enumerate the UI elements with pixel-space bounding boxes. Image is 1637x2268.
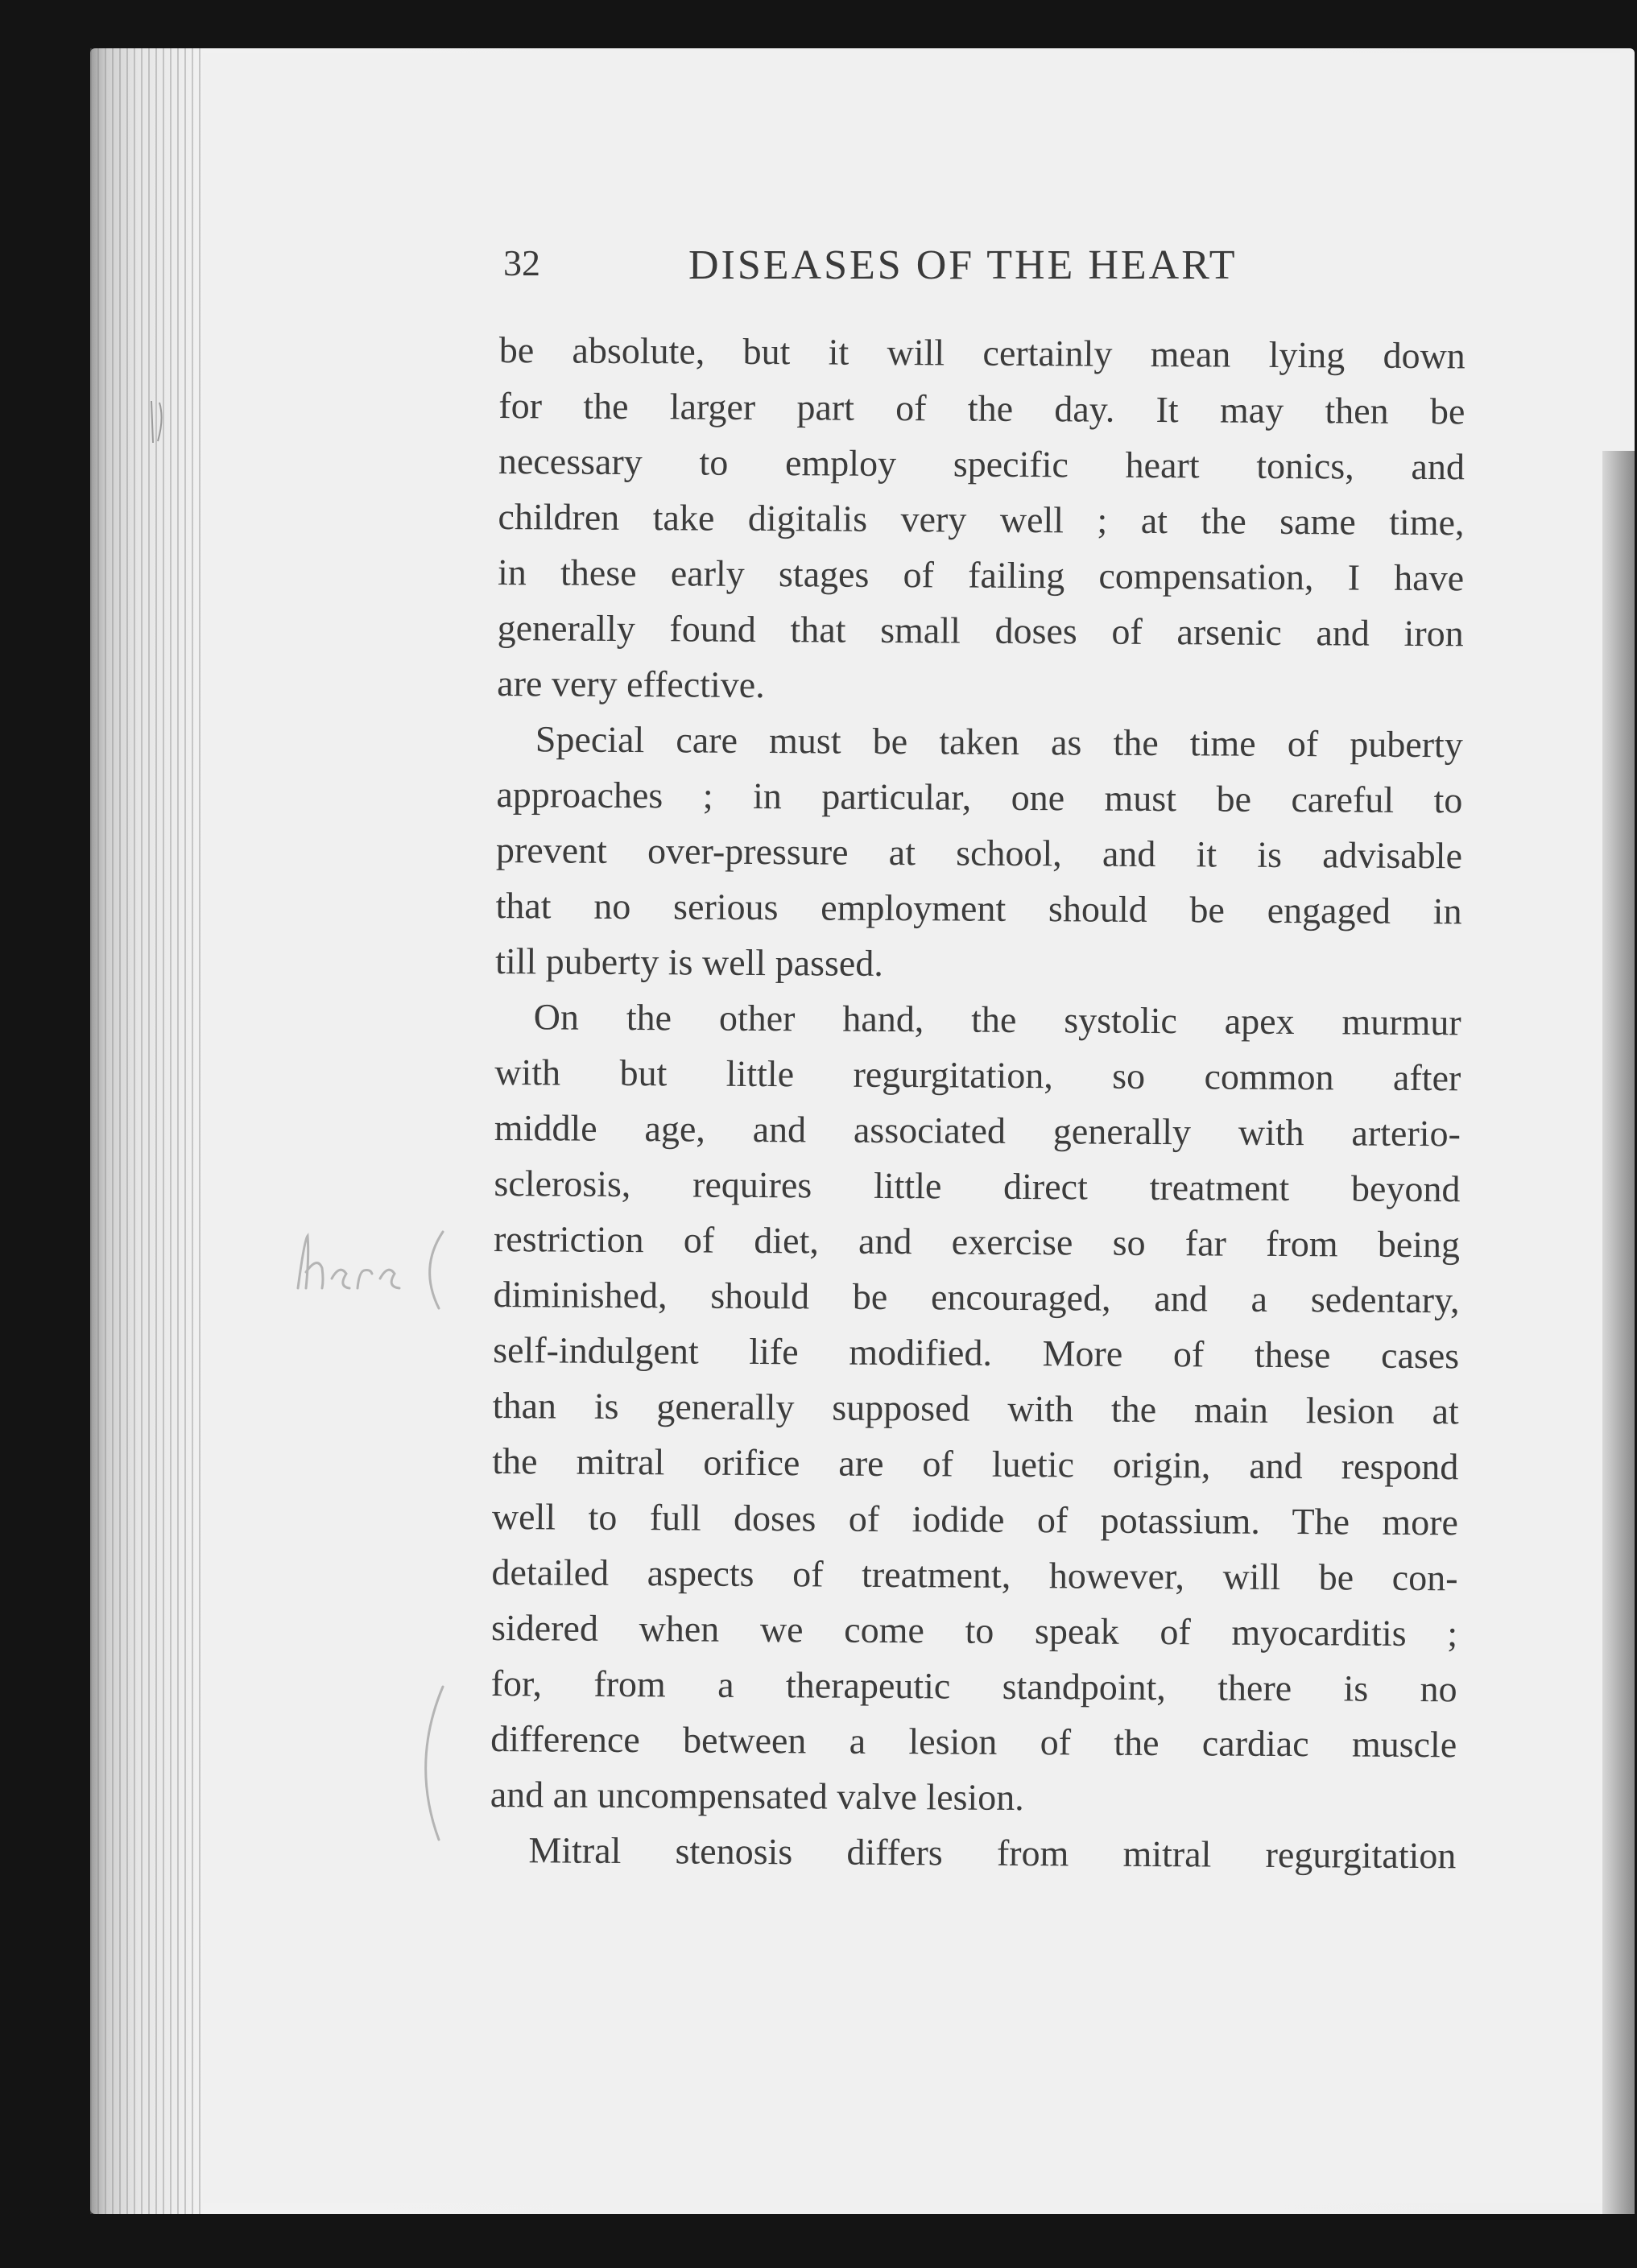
text-line: Special care must be taken as the time of puberty [535, 718, 1463, 766]
text-line: that no serious employment should be engaged in [495, 884, 1462, 932]
page-right-shadow [1602, 451, 1635, 2214]
text-line: diminished, should be encouraged, and a sedentary, [493, 1273, 1460, 1321]
running-head: DISEASES OF THE HEART [688, 242, 1238, 288]
text-line: generally found that small doses of arsenic and iron [497, 606, 1464, 655]
text-line: till puberty is well passed. [494, 940, 883, 984]
pencil-bracket-mark [403, 1683, 451, 1844]
text-line: be absolute, but it will certainly mean lying down [498, 328, 1465, 377]
text-line: middle age, and associated generally with arterio- [494, 1106, 1461, 1155]
text-line: self-indulgent life modified. More of these cases [493, 1328, 1460, 1377]
text-line: approaches ; in particular, one must be careful to [496, 773, 1463, 821]
text-line: difference between a lesion of the cardiac muscle [490, 1717, 1457, 1766]
text-line: for, from a therapeutic standpoint, there is no [490, 1662, 1457, 1710]
page-number: 32 [503, 242, 540, 283]
text-line: sclerosis, requires little direct treatment beyond [494, 1162, 1461, 1210]
text-line: children take digitalis very well ; at the same time, [498, 495, 1465, 543]
text-line: than is generally supposed with the main lesion at [492, 1384, 1459, 1432]
page-header [503, 242, 1308, 306]
text-line: On the other hand, the systolic apex murmur [533, 996, 1461, 1043]
text-line: detailed aspects of treatment, however, will be con- [491, 1551, 1458, 1599]
text-line: the mitral orifice are of luetic origin, and respond [492, 1440, 1459, 1488]
handwritten-margin-note [290, 1224, 451, 1312]
text-line: prevent over-pressure at school, and it is advisable [495, 828, 1463, 877]
text-line: in these early stages of failing compensation, I have [497, 551, 1465, 599]
text-line: with but little regurgitation, so common after [494, 1051, 1461, 1099]
body-text [490, 322, 1465, 1883]
text-line: restriction of diet, and exercise so far from being [493, 1217, 1461, 1266]
text-line: are very effective. [497, 662, 765, 706]
text-line: and an uncompensated valve lesion. [490, 1773, 1024, 1819]
text-line: for the larger part of the day. It may then be [498, 384, 1465, 432]
text-line: necessary to employ specific heart tonics, and [498, 440, 1465, 488]
edge-pencil-mark [145, 395, 169, 451]
text-line: sidered when we come to speak of myocarditis ; [490, 1606, 1458, 1655]
text-line: well to full doses of iodide of potassium. The more [491, 1495, 1459, 1543]
text-line: Mitral stenosis differs from mitral regurgitation [528, 1829, 1457, 1877]
page-edges [90, 48, 203, 2214]
